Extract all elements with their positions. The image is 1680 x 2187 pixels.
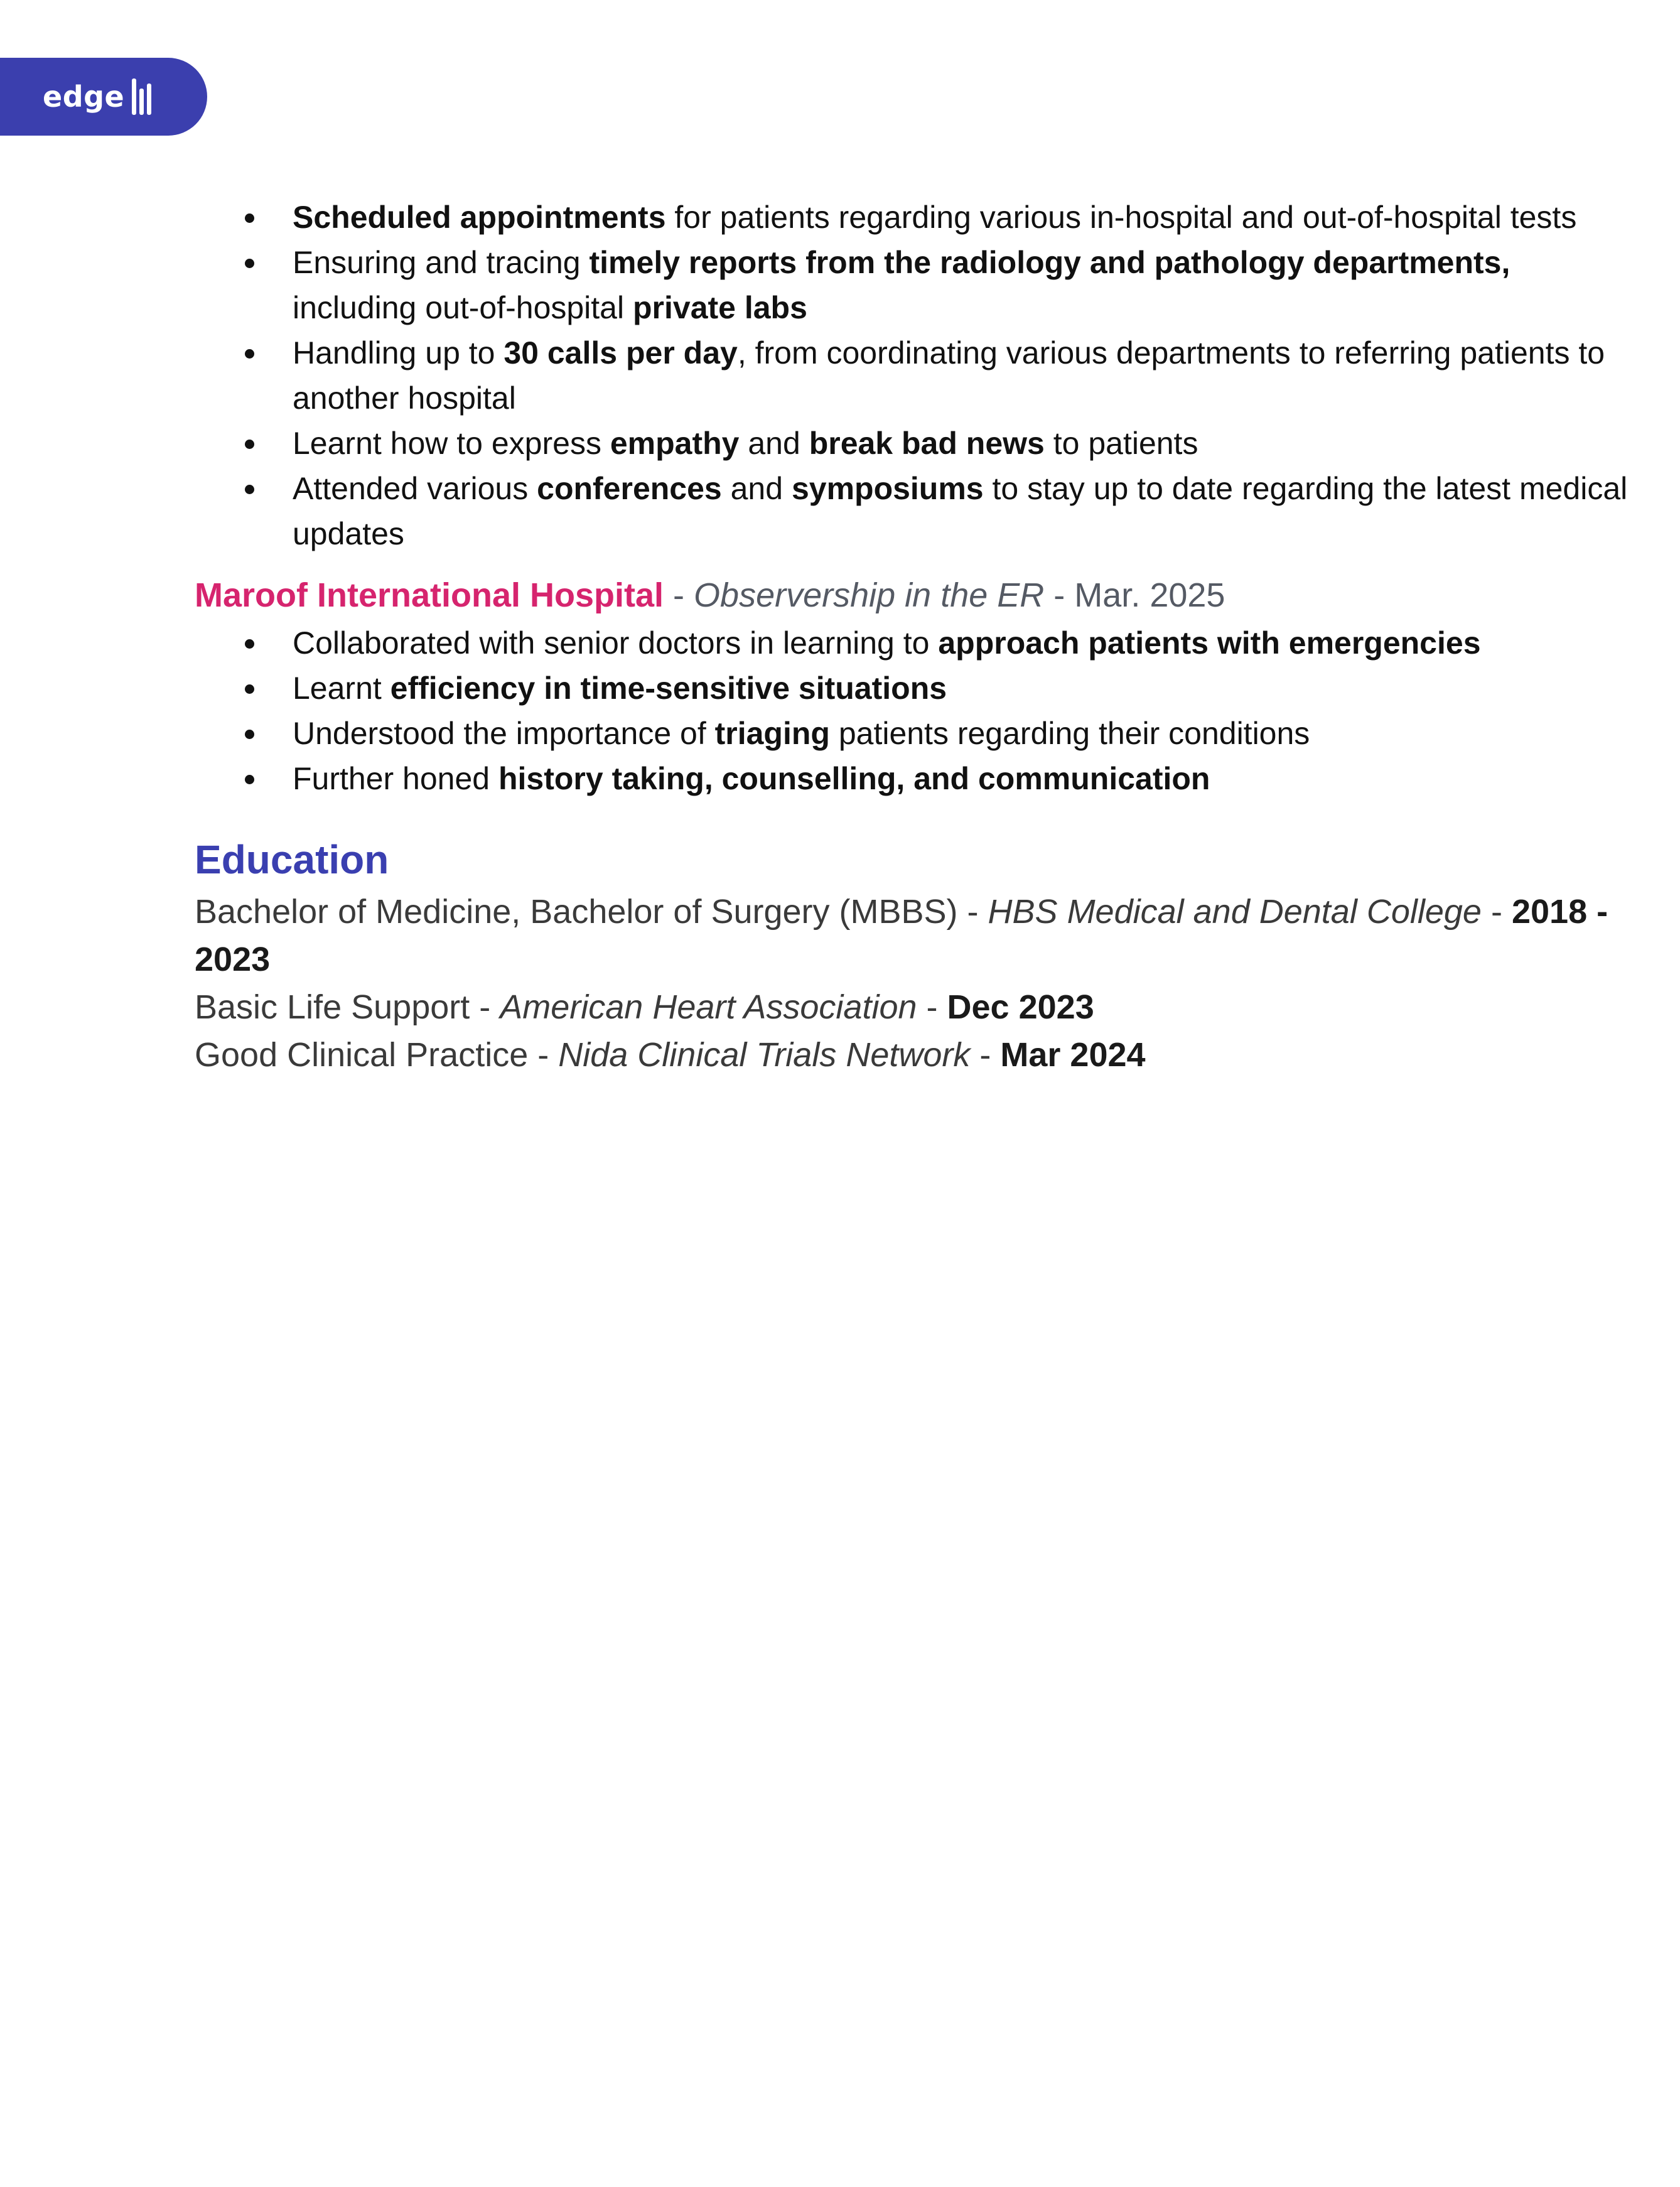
bullet-text-bold: history taking, counselling, and communication bbox=[498, 761, 1210, 796]
logo-bars-icon bbox=[132, 78, 151, 115]
bullet-text: for patients regarding various in-hospital and out-of-hospital tests bbox=[665, 200, 1577, 235]
experience-bullet-list bbox=[195, 195, 1639, 556]
bullet-text: Learnt bbox=[293, 671, 390, 706]
bullet-item bbox=[195, 421, 1639, 466]
job-date: Mar. 2025 bbox=[1074, 576, 1225, 614]
bullet-item bbox=[195, 711, 1639, 756]
bullet-text: and bbox=[721, 471, 792, 506]
separator: - bbox=[917, 988, 947, 1026]
education-degree: Bachelor of Medicine, Bachelor of Surgery (MBBS) bbox=[195, 893, 958, 931]
education-degree: Basic Life Support bbox=[195, 988, 470, 1026]
bullet-text-bold: private labs bbox=[633, 290, 807, 325]
bullet-dot-icon bbox=[245, 639, 254, 649]
bullet-text-bold: efficiency in time-sensitive situations bbox=[390, 671, 947, 706]
bullet-dot-icon bbox=[245, 775, 254, 784]
bullet-dot-icon bbox=[245, 259, 254, 268]
bullet-text: including out-of-hospital bbox=[293, 290, 633, 325]
bullet-text-bold: approach patients with emergencies bbox=[938, 625, 1481, 661]
education-years: Mar 2024 bbox=[1000, 1036, 1146, 1074]
education-item bbox=[195, 983, 1639, 1031]
education-item bbox=[195, 888, 1639, 983]
bullet-text: , from coordinating various departments to referring patients to another hospital bbox=[293, 335, 1605, 416]
education-institution: Nida Clinical Trials Network bbox=[558, 1036, 971, 1074]
bullet-item bbox=[195, 330, 1639, 421]
separator: - bbox=[957, 893, 988, 931]
bullet-text: Understood the importance of bbox=[293, 716, 715, 751]
bullet-text-bold: break bad news bbox=[809, 426, 1045, 461]
bullet-text-bold: symposiums bbox=[791, 471, 984, 506]
education-heading: Education bbox=[195, 837, 389, 882]
bullet-dot-icon bbox=[245, 349, 254, 359]
bullet-text: Further honed bbox=[293, 761, 498, 796]
bullet-text-bold: 30 calls per day bbox=[503, 335, 738, 370]
bullet-dot-icon bbox=[245, 213, 254, 223]
job-role: Observership in the ER bbox=[694, 576, 1045, 614]
bullet-text: Attended various bbox=[293, 471, 537, 506]
education-institution: HBS Medical and Dental College bbox=[988, 893, 1482, 931]
edge-logo bbox=[0, 58, 207, 136]
bullet-dot-icon bbox=[245, 485, 254, 494]
bullet-text-bold: timely reports from the radiology and pathology departments, bbox=[589, 245, 1510, 280]
maroof-experience-header: Maroof International Hospital - Observership in the ER - Mar. 2025 bbox=[195, 576, 1225, 614]
education-years: 2018 - 2023 bbox=[195, 893, 1608, 978]
bullet-item bbox=[195, 466, 1639, 556]
bullet-text-bold: triaging bbox=[714, 716, 830, 751]
bullet-text-bold: empathy bbox=[610, 426, 740, 461]
education-institution: American Heart Association bbox=[500, 988, 917, 1026]
bullet-text: Collaborated with senior doctors in learning to bbox=[293, 625, 939, 661]
bullet-item bbox=[195, 756, 1639, 801]
bullet-dot-icon bbox=[245, 440, 254, 449]
logo-text: edge bbox=[43, 80, 125, 114]
separator: - bbox=[1481, 893, 1512, 931]
bullet-item bbox=[195, 240, 1639, 330]
separator: - bbox=[528, 1036, 559, 1074]
bullet-item bbox=[195, 666, 1639, 711]
employer-name: Maroof International Hospital bbox=[195, 576, 664, 614]
bullet-dot-icon bbox=[245, 684, 254, 694]
bullet-text-bold: conferences bbox=[537, 471, 722, 506]
separator: - bbox=[470, 988, 500, 1026]
bullet-text: Learnt how to express bbox=[293, 426, 610, 461]
resume-content bbox=[195, 195, 1639, 1079]
bullet-text: to stay up to date regarding the latest medical updates bbox=[293, 471, 1628, 551]
bullet-dot-icon bbox=[245, 730, 254, 739]
bullet-text: to patients bbox=[1044, 426, 1198, 461]
bullet-item bbox=[195, 195, 1639, 240]
bullet-text: and bbox=[739, 426, 809, 461]
bullet-text: Ensuring and tracing bbox=[293, 245, 590, 280]
education-item bbox=[195, 1031, 1639, 1079]
education-years: Dec 2023 bbox=[947, 988, 1094, 1026]
separator: - bbox=[970, 1036, 1001, 1074]
bullet-text: Handling up to bbox=[293, 335, 504, 370]
education-list bbox=[195, 888, 1639, 1079]
education-degree: Good Clinical Practice bbox=[195, 1036, 529, 1074]
bullet-item bbox=[195, 620, 1639, 666]
bullet-text: patients regarding their conditions bbox=[829, 716, 1310, 751]
bullet-text-bold: Scheduled appointments bbox=[293, 200, 666, 235]
maroof-bullet-list bbox=[195, 620, 1639, 801]
